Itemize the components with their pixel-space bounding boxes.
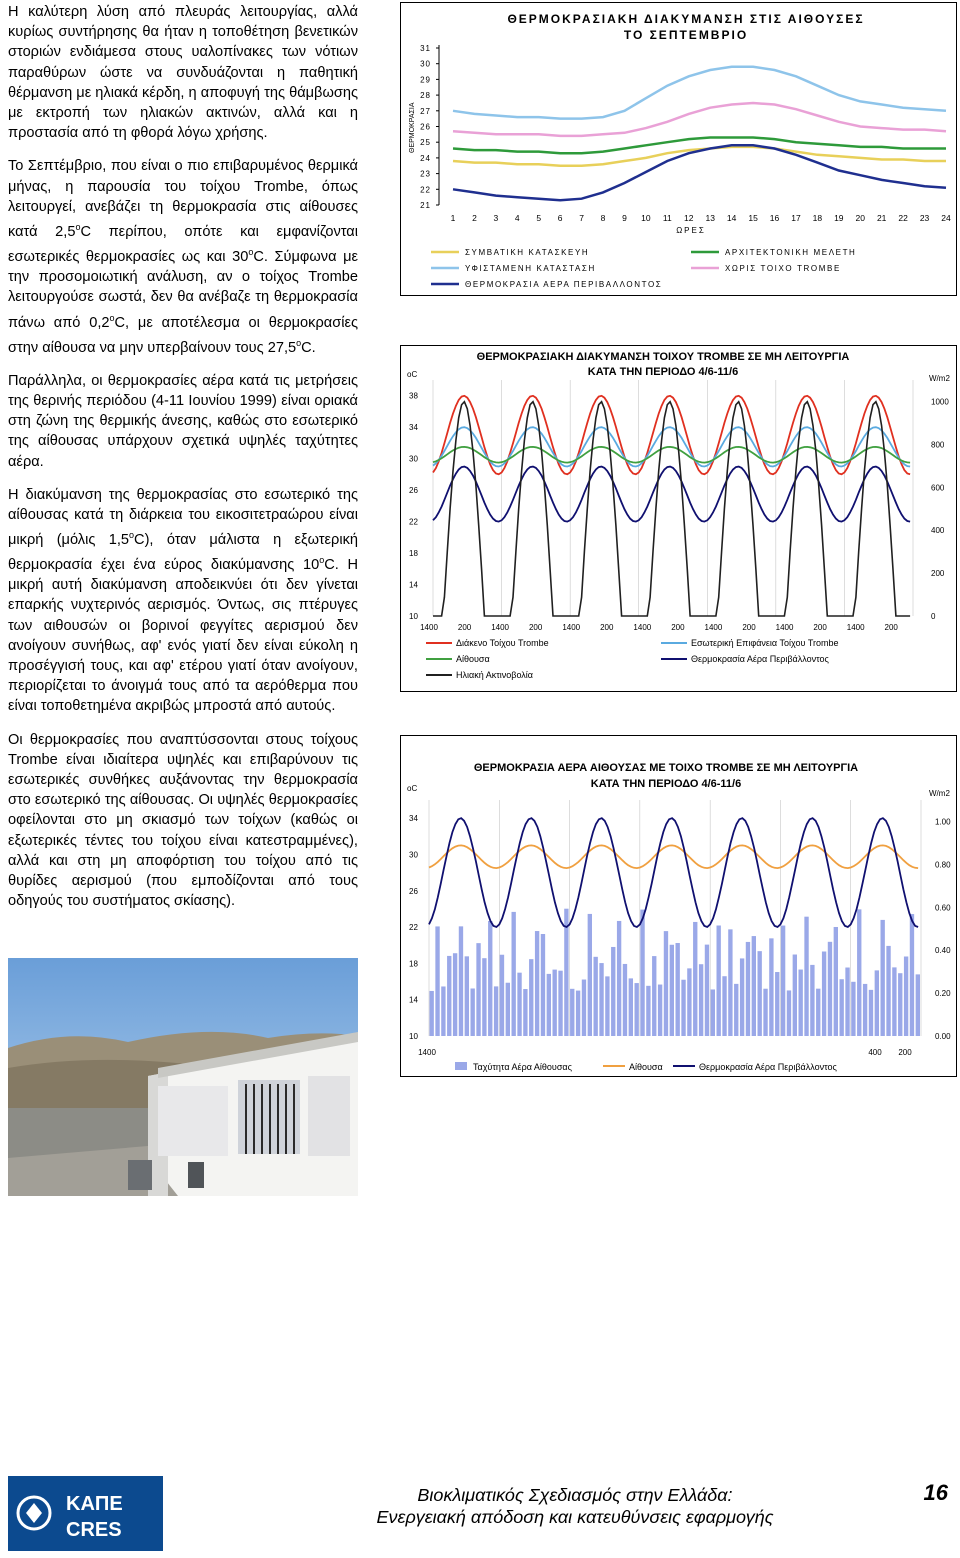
chart-september	[400, 2, 957, 296]
chart2-ytick-label: 26	[409, 486, 418, 496]
chart3-bar	[793, 955, 797, 1036]
chart2-xtick-label: 200	[528, 623, 543, 632]
chart3-bar	[892, 967, 896, 1036]
kape-logo	[8, 1476, 163, 1551]
chart3-bar	[816, 989, 820, 1036]
chart3-bar	[834, 927, 838, 1036]
chart3-bar	[705, 945, 709, 1036]
paragraph-4: Η διακύμανση της θερμοκρασίας στο εσωτερικό της αίθουσας κατά τη διάρκεια του εικοσιτετραώρου είναι μικρή (μόλις 1,5$^o$C), όταν μάλιστα η εξωτερική θερμοκρασία έχει ένα εύρος διακύμανσης 10$^o$C. Η μικρή αυτή διακύμανση αποδεικνύει ότι δεν γίνεται επαρκής νυχτερινός αερισμός. Όντως, σις πτέρυγες των αιθουσών οι βορινοί φεγγίτες αερισμού δεν ανοίγουν συνήθως, αφ' ενός γιατί δεν είναι εύκολη η προσέγγισή τους, και αφ' ετέρου γιατί όταν ανοίγουν, περιορίζεται το άνοιγμά τους από τα αερόθερμα που είναι τοποθετημένα ακριβώς μπροστά από αυτούς.	[8, 486, 358, 715]
chart3-bar	[758, 951, 762, 1036]
chart1-xtick-label: 6	[557, 213, 563, 223]
chart2-xtick-label: 1400	[704, 623, 723, 632]
logo-bottom-text: CRES	[66, 1519, 122, 1541]
chart1-ytick-label: 31	[420, 44, 431, 53]
chart1-ytick-label: 22	[420, 185, 431, 195]
chart3-bar	[687, 968, 691, 1036]
chart3-y2tick-label: 0.40	[935, 946, 951, 956]
chart1-xtick-label: 1	[450, 213, 456, 223]
chart1-xtick-label: 12	[684, 213, 694, 223]
chart3-bar	[910, 914, 914, 1036]
chart3-bar	[781, 926, 785, 1036]
chart1-legend-label: ΥΦΙΣΤΑΜΕΝΗ ΚΑΤΑΣΤΑΣΗ	[465, 264, 596, 273]
chart3-y2tick-label: 0.80	[935, 860, 951, 870]
chart2-xtick-label: 200	[884, 623, 898, 632]
chart2-ytick-label: 22	[409, 517, 418, 527]
chart2-series-line	[433, 402, 910, 616]
chart3-bar	[529, 959, 533, 1036]
chart3-bar	[535, 931, 539, 1036]
chart1-xtick-label: 19	[834, 213, 844, 223]
chart3-bar	[711, 989, 715, 1036]
chart2-ytick-label: 18	[409, 549, 418, 559]
chart3-bar	[494, 986, 498, 1036]
chart3-bar	[453, 953, 457, 1036]
chart2-legend-label: Εσωτερική Επιφάνεια Τοίχου Trombe	[691, 638, 839, 648]
chart3-bar	[646, 986, 650, 1036]
chart3-bar	[822, 951, 826, 1036]
chart1-xtick-label: 23	[919, 213, 930, 223]
chart1-xtick-label: 24	[941, 213, 951, 223]
chart3-bar	[916, 974, 920, 1036]
chart3-bar	[594, 957, 598, 1036]
chart2-xtick-label: 1400	[420, 623, 438, 632]
chart3-bar	[775, 972, 779, 1036]
chart3-bar	[517, 973, 521, 1036]
chart1-ytick-label: 23	[420, 169, 431, 179]
chart1-ytick-label: 24	[420, 153, 431, 163]
chart3-ytick-label: 34	[409, 814, 418, 824]
chart3-bar	[898, 973, 902, 1036]
chart3-y-unit: oC	[407, 784, 418, 793]
chart2-xtick-label: 1400	[775, 623, 794, 632]
chart3-y2tick-label: 0.20	[935, 989, 951, 999]
chart1-xtick-label: 11	[662, 213, 672, 223]
chart1-xtick-label: 16	[769, 213, 780, 223]
chart2-y-unit: oC	[407, 370, 418, 379]
chart1-ytick-label: 27	[420, 106, 431, 116]
chart3-legend-label: Ταχύτητα Αέρα Αίθουσας	[473, 1062, 572, 1072]
chart1-xtick-label: 10	[641, 213, 651, 223]
chart2-xtick-label: 200	[457, 623, 472, 632]
chart3-bar	[547, 974, 551, 1036]
chart3-bar	[904, 956, 908, 1036]
chart3-bar	[863, 984, 867, 1036]
chart1-xtick-label: 13	[705, 213, 715, 223]
chart2-xtick-label: 200	[742, 623, 756, 632]
chart2-ytick-label: 14	[409, 580, 418, 590]
chart2-title-line1: ΘΕΡΜΟΚΡΑΣΙΑΚΗ ΔΙΑΚΥΜΑΝΣΗ ΤΟΙΧΟΥ TROMBE ΣΕ ΜΗ ΛΕΙΤΟΥΡΓΙΑ	[476, 351, 850, 363]
chart2-y2tick-label: 800	[931, 440, 945, 450]
paragraph-2: Το Σεπτέμβριο, που είναι ο πιο επιβαρυμένος θερμικά μήνας, η παρουσία του τοίχου Trombe, όπως λειτουργεί, ανεβάζει τη θερμοκρασία στις αίθουσες κατά 2,5$^o$C περίπου, οπότε και εμφανίζονται εσωτερικές θερμοκρασίες ως και 30$^o$C. Σύμφωνα με την προσομοιωτική ανάλυση, αν ο τοίχος Trombe λειτουργούσε σωστά, δεν θα ανέβαζε τη θερμοκρασία πάνω από 0,2$^o$C, με αποτέλεσμα οι θερμοκρασίες στην αίθουσα να μην υπερβαίνουν τους 27,5$^o$C.	[8, 158, 358, 356]
chart3-bar	[810, 965, 814, 1036]
chart3-series-line	[429, 818, 918, 927]
chart3-ytick-label: 26	[409, 886, 418, 896]
chart3-bar	[435, 926, 439, 1036]
chart3-bar	[459, 926, 463, 1036]
chart3-bar	[617, 921, 621, 1036]
chart3-bar	[681, 980, 685, 1036]
chart2-legend-label: Ηλιακή Ακτινοβολία	[456, 670, 533, 680]
chart3-bar	[506, 983, 510, 1036]
chart3-bar	[441, 986, 445, 1036]
chart3-bar	[447, 956, 451, 1036]
chart1-ytick-label: 21	[420, 201, 431, 210]
chart3-xtick-label: 200	[898, 1048, 912, 1057]
chart2-xtick-label: 200	[671, 623, 685, 632]
chart1-xtick-label: 3	[493, 213, 499, 223]
paragraph-1: Η καλύτερη λύση από πλευράς λειτουργίας, αλλά κυρίως συντήρησης θα ήταν η τοποθέτηση βενετικών στοριών ενδιάμεσα στους υαλοπίνακες των νότιων παραθύρων ώστε να συνδυάζονται η παθητική θέρμανση με ηλιακά κέρδη, η αποφυγή της θάμβωσης με εκτροπή των ηλιακών ακτινών, αλλά και η προστασία από τη φθορά λόγω χρήσης.	[8, 4, 358, 142]
chart2-xtick-label: 1400	[633, 623, 652, 632]
paragraph-5: Οι θερμοκρασίες που αναπτύσσονται στους τοίχους Trombe είναι ιδιαίτερα υψηλές και επιβαρύνουν τις εσωτερικές συνθήκες αυξάνοντας την θερμοκρασία στο εσωτερικό της αίθουσας. Οι υψηλές θερμοκρασίες οφείλονται στο μη σκιασμό των τοίχων (καθώς οι εξωτερικές τέντες του τοίχου είναι κατεστραμμένες), αλλά και στη μη αποφόρτιση του τοίχου από τις θυρίδες αερισμού (που εμποδίζονται από τους οδηγούς του συστήματος σκίασης).	[8, 731, 358, 910]
chart3-bar	[693, 922, 697, 1036]
chart3-bar	[623, 964, 627, 1036]
chart3-series-line	[429, 845, 918, 868]
chart1-ytick-label: 28	[420, 91, 431, 101]
chart3-bar	[430, 991, 434, 1036]
chart3-ytick-label: 22	[409, 923, 418, 933]
chart3-bar	[605, 976, 609, 1036]
chart2-y2-unit: W/m2	[929, 374, 950, 383]
chart3-bar	[740, 958, 744, 1036]
chart3-bar	[787, 990, 791, 1036]
chart1-legend-label: ΑΡΧΙΤΕΚΤΟΝΙΚΗ ΜΕΛΕΤΗ	[725, 248, 857, 257]
chart2-xtick-label: 1400	[846, 623, 865, 632]
chart1-ytick-label: 25	[420, 138, 431, 148]
chart3-title-line2: ΚΑΤΑ ΤΗΝ ΠΕΡΙΟΔΟ 4/6-11/6	[590, 778, 742, 790]
chart2-series-line	[433, 467, 910, 522]
chart3-bar	[652, 956, 656, 1036]
chart2-xtick-label: 200	[813, 623, 827, 632]
chart3-y2tick-label: 1.00	[935, 817, 951, 827]
chart3-bar	[799, 970, 803, 1036]
chart1-xtick-label: 5	[536, 213, 542, 223]
chart2-ytick-label: 38	[409, 391, 418, 401]
chart3-bar	[875, 970, 879, 1036]
chart1-xtick-label: 9	[622, 213, 627, 223]
chart3-legend-label: Αίθουσα	[629, 1062, 663, 1072]
chart3-ytick-label: 30	[409, 850, 418, 860]
chart1-xtick-label: 14	[726, 213, 737, 223]
chart3-ytick-label: 10	[409, 1032, 418, 1041]
footer-title-line1: Βιοκλιματικός Σχεδιασμός στην Ελλάδα:	[417, 1485, 733, 1505]
chart1-title-line1: ΘΕΡΜΟΚΡΑΣΙΑΚΗ ΔΙΑΚΥΜΑΝΣΗ ΣΤΙΣ ΑΙΘΟΥΣΕΣ	[507, 12, 865, 26]
chart3-bar	[658, 985, 662, 1036]
chart3-bar	[734, 984, 738, 1036]
chart3-bar	[482, 958, 486, 1036]
chart2-y2tick-label: 200	[931, 569, 945, 579]
chart2-xtick-label: 1400	[491, 623, 510, 632]
chart2-legend-label: Θερμοκρασία Αέρα Περιβάλλοντος	[691, 654, 829, 664]
chart1-ylabel: ΘΕΡΜΟΚΡΑΣΙΑ	[409, 102, 416, 153]
chart3-bar	[512, 912, 516, 1036]
chart3-bar	[611, 947, 615, 1036]
page-number: 16	[923, 1480, 948, 1505]
chart3-bar	[881, 920, 885, 1036]
chart-classroom-air	[400, 735, 957, 1077]
chart3-y2tick-label: 0.60	[935, 903, 951, 913]
chart1-title-line2: ΤΟ ΣΕΠΤΕΜΒΡΙΟ	[623, 28, 749, 42]
chart3-xtick-label: 400	[868, 1048, 882, 1057]
chart3-bar	[488, 921, 492, 1036]
chart1-xtick-label: 22	[898, 213, 908, 223]
chart3-bar	[599, 963, 603, 1036]
chart1-xtick-label: 18	[812, 213, 823, 223]
chart1-legend-label: ΣΥΜΒΑΤΙΚΗ ΚΑΤΑΣΚΕΥΗ	[465, 248, 590, 257]
chart3-bar	[553, 970, 557, 1036]
chart3-bar	[717, 925, 721, 1036]
chart3-bar	[676, 943, 680, 1036]
chart1-series-line	[453, 103, 946, 136]
chart2-y2tick-label: 600	[931, 483, 945, 493]
chart3-bar	[471, 988, 475, 1036]
chart3-bar	[728, 929, 732, 1036]
chart3-title-line1: ΘΕΡΜΟΚΡΑΣΙΑ ΑΕΡΑ ΑΙΘΟΥΣΑΣ ΜΕ ΤΟΙΧΟ TROMBE ΣΕ ΜΗ ΛΕΙΤΟΥΡΓΙΑ	[473, 762, 859, 774]
chart3-bar	[582, 980, 586, 1036]
chart3-bar	[857, 909, 861, 1036]
footer-title-line2: Ενεργειακή απόδοση και κατευθύνσεις εφαρμογής	[376, 1507, 774, 1527]
chart3-bar	[541, 934, 545, 1036]
chart3-bar	[722, 976, 726, 1036]
chart3-bar	[670, 945, 674, 1036]
chart3-ytick-label: 14	[409, 995, 418, 1005]
chart1-ytick-label: 30	[420, 59, 431, 69]
chart1-legend-label: ΧΩΡΙΣ ΤΟΙΧΟ TROMBE	[725, 264, 841, 273]
text-column	[8, 2, 358, 924]
logo-mark-icon	[26, 1503, 42, 1523]
chart1-xtick-label: 7	[579, 213, 584, 223]
chart3-bar	[840, 979, 844, 1036]
chart3-bar	[476, 943, 480, 1036]
logo-top-text: ΚΑΠΕ	[66, 1493, 123, 1515]
chart1-xtick-label: 2	[472, 213, 477, 223]
chart1-xtick-label: 17	[791, 213, 801, 223]
chart3-bar	[465, 956, 469, 1036]
chart3-bar	[869, 990, 873, 1036]
chart3-bar	[629, 978, 633, 1036]
chart2-ytick-label: 34	[409, 423, 418, 433]
chart3-bar	[558, 971, 562, 1036]
chart1-ytick-label: 26	[420, 122, 431, 132]
chart3-bar	[752, 936, 756, 1036]
chart2-series-line	[433, 447, 910, 463]
chart3-bar	[828, 942, 832, 1036]
chart3-y2tick-label: 0.00	[935, 1032, 951, 1041]
chart-trombe-wall	[400, 345, 957, 692]
chart3-bar	[763, 989, 767, 1036]
chart1-xtick-label: 15	[748, 213, 758, 223]
chart2-y2tick-label: 400	[931, 526, 945, 536]
chart2-y2tick-label: 0	[931, 612, 936, 621]
chart3-bar	[886, 946, 890, 1036]
chart1-ytick-label: 29	[420, 75, 431, 85]
chart3-legend-label: Θερμοκρασία Αέρα Περιβάλλοντος	[699, 1062, 837, 1072]
chart3-bar	[851, 982, 855, 1036]
chart2-xtick-label: 200	[600, 623, 614, 632]
chart3-ytick-label: 18	[409, 959, 418, 969]
chart3-y2-unit: W/m2	[929, 789, 950, 798]
chart3-bar	[746, 942, 750, 1036]
chart2-y2tick-label: 1000	[931, 397, 949, 407]
chart1-xlabel: ΩΡΕΣ	[676, 226, 706, 235]
chart1-xtick-label: 8	[600, 213, 606, 223]
chart1-xtick-label: 21	[876, 213, 887, 223]
paragraph-3: Παράλληλα, οι θερμοκρασίες αέρα κατά τις μετρήσεις της θερινής περιόδου (4-11 Ιουνίου 1999) είναι οριακά στη ζώνη της θερμικής άνεσης, καθώς στο εσωτερικό της αίθουσας υπάρχουν σχετικά υψηλές ταχύτητες αέρα.	[8, 372, 358, 470]
chart1-xtick-label: 20	[855, 213, 865, 223]
chart3-bar	[588, 914, 592, 1036]
chart3-bar	[804, 917, 808, 1036]
chart1-xtick-label: 4	[514, 213, 520, 223]
chart3-bar	[699, 964, 703, 1036]
chart2-ytick-label: 10	[409, 612, 418, 621]
chart2-legend-label: Αίθουσα	[456, 654, 490, 664]
chart3-xtick-label: 1400	[418, 1048, 436, 1057]
chart2-title-line2: ΚΑΤΑ ΤΗΝ ΠΕΡΙΟΔΟ 4/6-11/6	[587, 366, 739, 378]
chart3-bar	[500, 955, 504, 1036]
footer-title	[250, 1484, 900, 1528]
chart3-bar	[635, 983, 639, 1036]
chart3-bar	[576, 991, 580, 1036]
chart3-bar	[523, 989, 527, 1036]
chart3-bar	[570, 989, 574, 1036]
building-photo	[8, 958, 358, 1196]
chart3-bar	[664, 931, 668, 1036]
chart1-series-line	[453, 145, 946, 200]
chart1-legend-label: ΘΕΡΜΟΚΡΑΣΙΑ ΑΕΡΑ ΠΕΡΙΒΑΛΛΟΝΤΟΣ	[465, 280, 663, 289]
chart3-bar	[769, 938, 773, 1036]
chart2-legend-label: Διάκενο Τοίχου Trombe	[456, 638, 549, 648]
chart3-legend-swatch	[455, 1062, 467, 1070]
chart2-ytick-label: 30	[409, 454, 418, 464]
chart2-xtick-label: 1400	[562, 623, 581, 632]
chart3-bar	[640, 910, 644, 1036]
chart3-bar	[845, 968, 849, 1036]
